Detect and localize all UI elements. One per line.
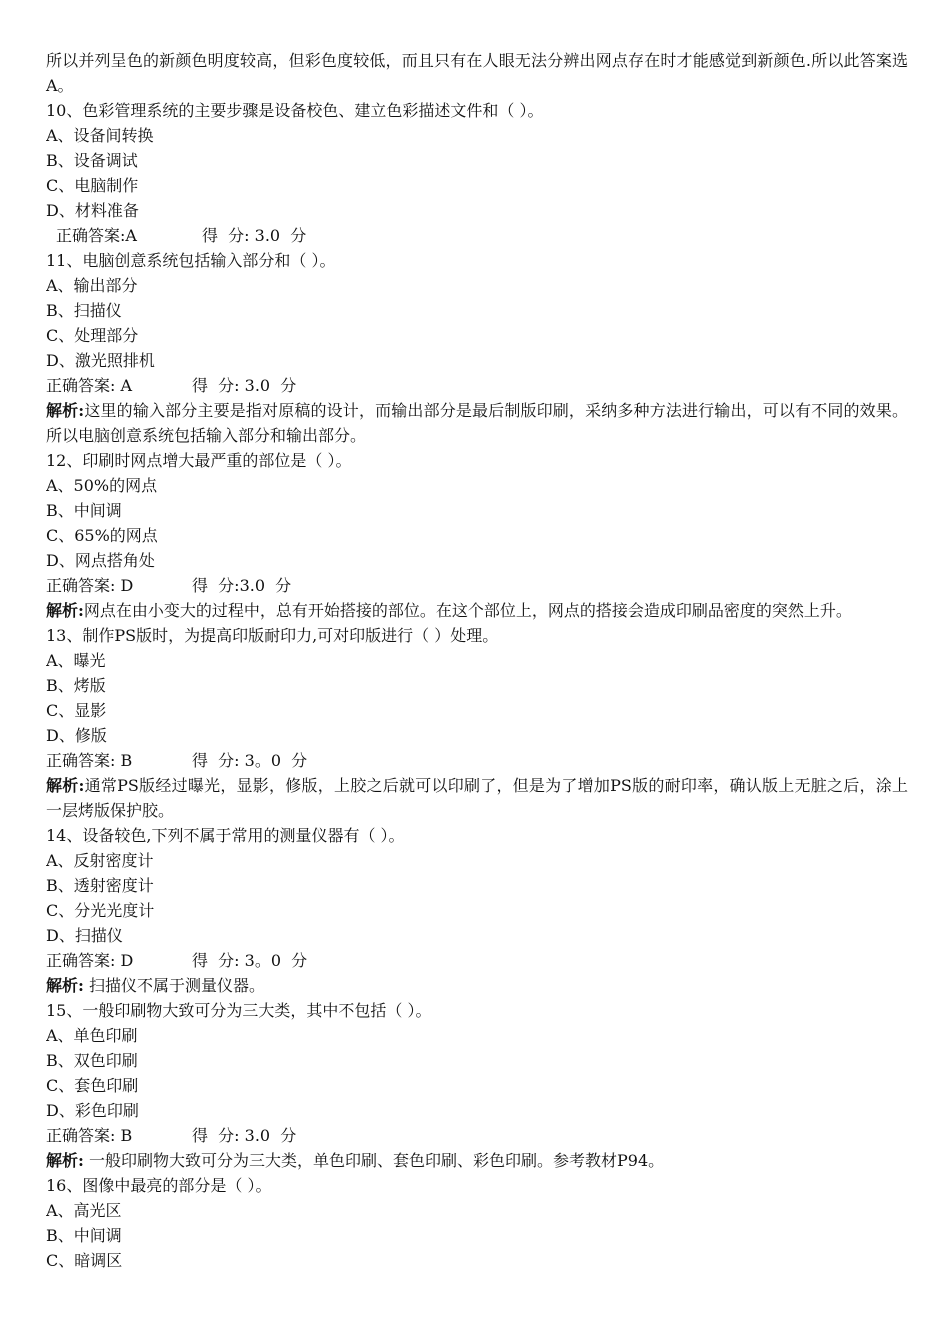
correct-answer-row	[46, 373, 908, 398]
answer-option: C、分光光度计	[46, 901, 155, 920]
analysis-text: 扫描仪不属于测量仪器。	[83, 976, 266, 995]
score: 得 分: 3。0 分	[192, 751, 308, 770]
answer-option: B、设备调试	[46, 151, 138, 170]
question-stem: 10、色彩管理系统的主要步骤是设备校色、建立色彩描述文件和（ ）。	[46, 101, 544, 120]
answer-option: B、透射密度计	[46, 876, 154, 895]
analysis-paragraph	[46, 773, 908, 823]
answer-option: D、修版	[46, 726, 107, 745]
question-stem: 16、图像中最亮的部分是（ ）。	[46, 1176, 272, 1195]
question-stem: 13、制作PS版时，为提高印版耐印力,可对印版进行（ ）处理。	[46, 626, 499, 645]
exam-document	[46, 48, 908, 1273]
intro-paragraph: 所以并列呈色的新颜色明度较高，但彩色度较低，而且只有在人眼无法分辨出网点存在时才能感觉到新颜色.所以此答案选A。	[46, 51, 908, 95]
answer-option: D、网点搭角处	[46, 551, 155, 570]
question-list	[46, 98, 908, 1273]
question-stem: 14、设备较色,下列不属于常用的测量仪器有（ ）。	[46, 826, 405, 845]
analysis-label: 解析:	[46, 776, 85, 795]
answer-option: A、输出部分	[46, 276, 138, 295]
answer-option: D、材料准备	[46, 201, 139, 220]
question-block	[46, 823, 908, 998]
analysis-label: 解析:	[46, 1151, 84, 1170]
score: 得 分: 3.0 分	[192, 376, 297, 395]
question-block	[46, 623, 908, 823]
analysis-text: 这里的输入部分主要是指对原稿的设计，而输出部分是最后制版印刷，采纳多种方法进行输出，可以有不同的效果。所以电脑创意系统包括输入部分和输出部分。	[46, 401, 908, 445]
answer-option: C、电脑制作	[46, 176, 139, 195]
answer-option: B、双色印刷	[46, 1051, 138, 1070]
answer-option: B、烤版	[46, 676, 106, 695]
answer-option: D、激光照排机	[46, 351, 155, 370]
answer-option: B、扫描仪	[46, 301, 122, 320]
analysis-text: 一般印刷物大致可分为三大类，单色印刷、套色印刷、彩色印刷。参考教材P94。	[83, 1151, 665, 1170]
correct-answer-row	[46, 1123, 908, 1148]
correct-answer-row	[46, 748, 908, 773]
question-block	[46, 1173, 908, 1273]
analysis-label: 解析:	[46, 601, 84, 620]
answer-option: B、中间调	[46, 1226, 122, 1245]
answer-option: C、显影	[46, 701, 107, 720]
answer-option: A、高光区	[46, 1201, 122, 1220]
analysis-text: 网点在由小变大的过程中，总有开始搭接的部位。在这个部位上，网点的搭接会造成印刷品密度的突然上升。	[83, 601, 852, 620]
score: 得 分: 3.0 分	[192, 1126, 297, 1145]
question-stem: 15、一般印刷物大致可分为三大类，其中不包括（ ）。	[46, 1001, 432, 1020]
analysis-paragraph	[46, 598, 908, 623]
question-block	[46, 248, 908, 448]
correct-answer: 正确答案: B	[46, 1126, 133, 1145]
answer-option: A、设备间转换	[46, 126, 154, 145]
correct-answer: 正确答案: B	[46, 751, 133, 770]
correct-answer: 正确答案: D	[46, 951, 134, 970]
question-stem: 12、印刷时网点增大最严重的部位是（ ）。	[46, 451, 352, 470]
question-block	[46, 998, 908, 1173]
answer-option: D、扫描仪	[46, 926, 123, 945]
answer-option: A、50%的网点	[46, 476, 158, 495]
analysis-label: 解析:	[46, 401, 85, 420]
answer-option: C、处理部分	[46, 326, 139, 345]
answer-option: C、暗调区	[46, 1251, 123, 1270]
score: 得 分: 3。0 分	[192, 951, 308, 970]
answer-option: D、彩色印刷	[46, 1101, 139, 1120]
correct-answer-row	[46, 573, 908, 598]
answer-option: C、套色印刷	[46, 1076, 139, 1095]
answer-option: B、中间调	[46, 501, 122, 520]
answer-option: C、65%的网点	[46, 526, 158, 545]
analysis-paragraph	[46, 1148, 908, 1173]
correct-answer: 正确答案: A	[46, 376, 133, 395]
correct-answer: 正确答案:A	[56, 226, 137, 245]
correct-answer-row	[46, 223, 908, 248]
correct-answer: 正确答案: D	[46, 576, 134, 595]
analysis-paragraph	[46, 398, 908, 448]
score: 得 分: 3.0 分	[202, 226, 307, 245]
score: 得 分:3.0 分	[192, 576, 292, 595]
analysis-text: 通常PS版经过曝光，显影，修版，上胶之后就可以印刷了，但是为了增加PS版的耐印率，确认版上无脏之后，涂上一层烤版保护胶。	[46, 776, 908, 820]
answer-option: A、反射密度计	[46, 851, 154, 870]
question-stem: 11、电脑创意系统包括输入部分和（ ）。	[46, 251, 336, 270]
question-block	[46, 98, 908, 248]
correct-answer-row	[46, 948, 908, 973]
analysis-paragraph	[46, 973, 908, 998]
answer-option: A、曝光	[46, 651, 106, 670]
analysis-label: 解析:	[46, 976, 84, 995]
question-block	[46, 448, 908, 623]
answer-option: A、单色印刷	[46, 1026, 138, 1045]
